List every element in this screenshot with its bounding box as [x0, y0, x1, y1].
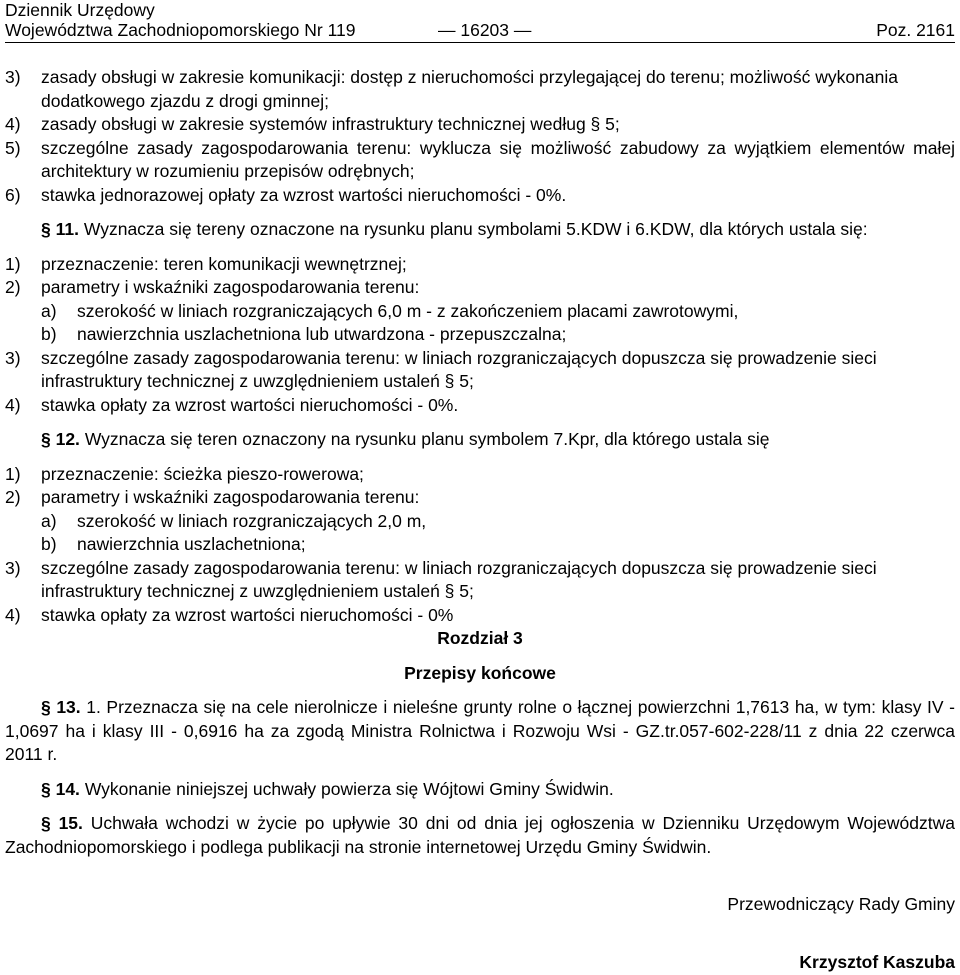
list-item: 4) zasady obsługi w zakresie systemów infrastruktury technicznej według § 5;	[5, 114, 620, 134]
chapter-title: Przepisy końcowe	[404, 662, 556, 683]
list-item: 3) szczególne zasady zagospodarowania terenu: w liniach rozgraniczających dopuszcza się prowadzenie sieci infrastruktury technicznej z uwzględnieniem ustaleń § 5;	[5, 557, 877, 601]
section-label: § 11.	[41, 219, 79, 239]
sub-item: b) nawierzchnia uszlachetniona lub utwardzona - przepuszczalna;	[41, 324, 567, 344]
position-number: Poz. 2161	[876, 20, 955, 40]
sub-item: b) nawierzchnia uszlachetniona;	[41, 534, 306, 554]
sub-item: a) szerokość w liniach rozgraniczających 6,0 m - z zakończeniem placami zawrotowymi,	[41, 300, 739, 321]
item-number: — 16203 —	[438, 20, 532, 40]
publisher-line: Województwa Zachodniopomorskiego Nr 119	[5, 20, 356, 40]
signatory-name: Krzysztof Kaszuba	[799, 951, 955, 972]
list-item: 1) przeznaczenie: ścieżka pieszo-rowerowa;	[5, 463, 364, 484]
list-item: 4) stawka opłaty za wzrost wartości nieruchomości - 0%	[5, 604, 454, 625]
section-11: § 11. Wyznacza się tereny oznaczone na rysunku planu symbolami 5.KDW i 6.KDW, dla których ustala się:	[41, 219, 868, 239]
page-header	[5, 0, 955, 40]
signatory-role: Przewodniczący Rady Gminy	[727, 894, 955, 914]
journal-title: Dziennik Urzędowy	[5, 0, 155, 20]
list-item: 2) parametry i wskaźniki zagospodarowania terenu:	[5, 487, 420, 507]
list-item: 5) szczególne zasady zagospodarowania terenu: wyklucza się możliwość zabudowy za wyjątkiem elementów małej architektury w rozumieniu przepisów odrębnych;	[5, 137, 955, 181]
header-divider	[5, 42, 955, 43]
list-item: 3) zasady obsługi w zakresie komunikacji: dostęp z nieruchomości przylegającej do terenu; możliwość wykonania dodatkowego zjazdu z drogi gminnej;	[5, 67, 898, 111]
section-14: § 14. Wykonanie niniejszej uchwały powierza się Wójtowi Gminy Świdwin.	[41, 778, 614, 799]
chapter-number: Rozdział 3	[437, 628, 523, 648]
list-item: 3) szczególne zasady zagospodarowania terenu: w liniach rozgraniczających dopuszcza się prowadzenie sieci infrastruktury technicznej z uwzględnieniem ustaleń § 5;	[5, 347, 877, 391]
document-body	[5, 66, 955, 974]
section-label: § 12.	[41, 429, 80, 449]
sub-item: a) szerokość w liniach rozgraniczających 2,0 m,	[41, 510, 427, 531]
section-13: § 13. 1. Przeznacza się na cele nierolnicze i nieleśne grunty rolne o łącznej powierzchni 1,7613 ha, w tym: klasy IV - 1,0697 ha i klasy III - 0,6916 ha za zgodą Ministra Rolnictwa i Rozwoju Wsi - GZ.tr.057-602-228/11 z dnia 22 czerwca 2011 r.	[5, 697, 955, 764]
section-label: § 15.	[41, 813, 83, 833]
section-label: § 13.	[41, 697, 81, 717]
section-label: § 14.	[41, 778, 80, 799]
section-15: § 15. Uchwała wchodzi w życie po upływie 30 dni od dnia jej ogłoszenia w Dzienniku Urzędowym Województwa Zachodniopomorskiego i podlega publikacji na stronie internetowej Urzędu Gminy Świdwin.	[5, 813, 955, 857]
list-item: 4) stawka opłaty za wzrost wartości nieruchomości - 0%.	[5, 394, 459, 415]
list-item: 6) stawka jednorazowej opłaty za wzrost wartości nieruchomości - 0%.	[5, 184, 567, 205]
section-12: § 12. Wyznacza się teren oznaczony na rysunku planu symbolem 7.Kpr, dla którego ustala się	[41, 429, 770, 449]
list-item: 1) przeznaczenie: teren komunikacji wewnętrznej;	[5, 253, 407, 274]
list-item: 2) parametry i wskaźniki zagospodarowania terenu:	[5, 277, 420, 297]
